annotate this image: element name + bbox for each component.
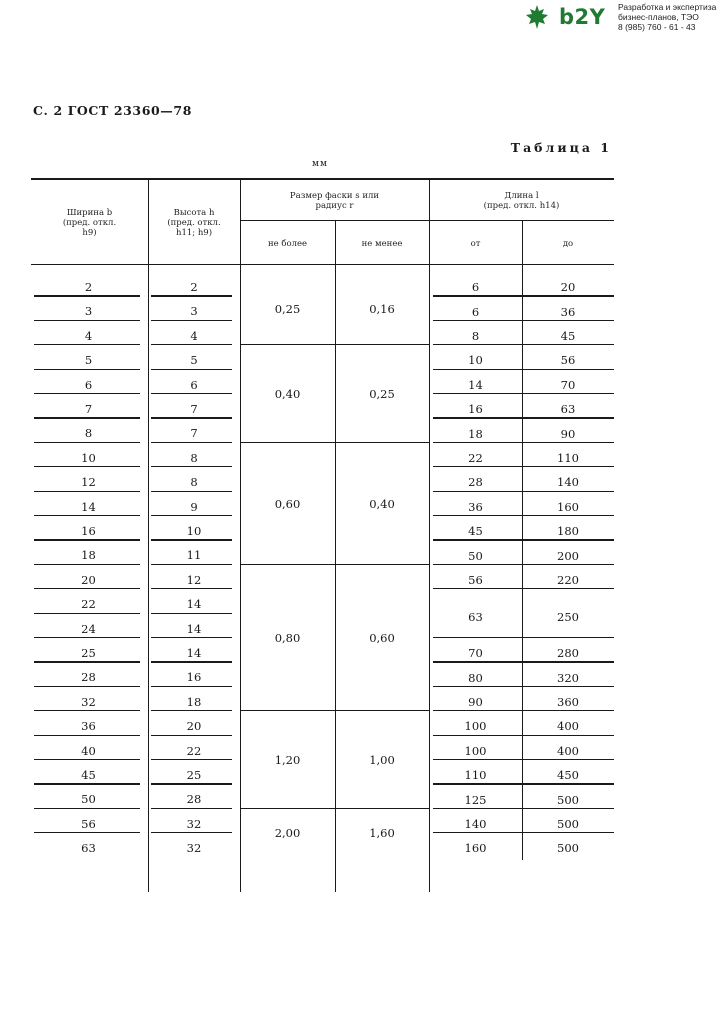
table-rule bbox=[151, 369, 232, 370]
height-cell: 28 bbox=[186, 792, 202, 807]
table-rule bbox=[34, 588, 140, 589]
height-cell: 6 bbox=[190, 377, 198, 392]
width-cell: 36 bbox=[81, 719, 96, 734]
width-cell: 6 bbox=[84, 377, 93, 392]
height-cell: 32 bbox=[186, 841, 202, 856]
table-rule bbox=[151, 588, 232, 589]
chamfer-min-cell: 0,40 bbox=[369, 496, 395, 511]
table-rule bbox=[31, 264, 614, 265]
table-rule bbox=[433, 759, 614, 760]
table-rule bbox=[34, 393, 140, 394]
length-from-cell: 125 bbox=[464, 792, 487, 807]
width-cell: 45 bbox=[81, 768, 96, 782]
length-from-cell: 160 bbox=[464, 841, 487, 856]
table-rule bbox=[34, 832, 140, 833]
header-line: (пред. откл. h14) bbox=[483, 201, 560, 211]
length-to-cell: 36 bbox=[560, 304, 576, 319]
length-to-cell: 450 bbox=[557, 768, 579, 783]
length-from-cell: 100 bbox=[464, 743, 487, 758]
length-to-cell: 500 bbox=[557, 817, 579, 831]
header-line: не менее bbox=[361, 239, 403, 249]
length-to-cell: 63 bbox=[560, 402, 576, 417]
table-rule bbox=[151, 759, 232, 760]
width-cell: 3 bbox=[84, 304, 93, 319]
chamfer-max-cell: 1,20 bbox=[274, 753, 301, 767]
height-cell: 5 bbox=[190, 353, 198, 368]
height-cell: 2 bbox=[190, 280, 198, 294]
chamfer-min-cell: 1,00 bbox=[369, 753, 395, 767]
table-rule bbox=[433, 588, 614, 589]
header-height bbox=[148, 208, 240, 238]
height-cell: 20 bbox=[186, 719, 202, 734]
length-from-cell: 16 bbox=[468, 402, 483, 417]
table-rule bbox=[34, 491, 140, 492]
height-cell: 25 bbox=[186, 768, 202, 782]
length-to-cell: 56 bbox=[560, 353, 576, 368]
height-cell: 14 bbox=[186, 646, 202, 660]
length-from-cell: 80 bbox=[468, 670, 483, 685]
table-rule bbox=[433, 466, 614, 467]
length-from-cell: 14 bbox=[468, 377, 483, 392]
table-rule bbox=[34, 637, 140, 638]
table-rule bbox=[151, 539, 232, 540]
table-rule bbox=[151, 613, 232, 614]
length-from-cell: 10 bbox=[468, 353, 483, 368]
header-line: Размер фаски s или bbox=[289, 191, 380, 201]
length-from-cell: 6 bbox=[471, 280, 480, 295]
width-cell: 16 bbox=[81, 524, 96, 538]
table-rule bbox=[240, 220, 614, 221]
chamfer-max-cell: 0,40 bbox=[274, 387, 301, 401]
width-cell: 24 bbox=[81, 621, 96, 636]
units-label: мм bbox=[312, 159, 329, 169]
header-width bbox=[31, 208, 148, 238]
width-cell: 32 bbox=[81, 694, 96, 709]
length-from-cell: 110 bbox=[464, 768, 487, 783]
length-to-cell: 70 bbox=[560, 377, 576, 392]
table-rule bbox=[34, 320, 140, 321]
height-cell: 10 bbox=[186, 524, 202, 538]
table-rule bbox=[433, 637, 614, 638]
table-rule bbox=[34, 735, 140, 736]
length-from-cell: 100 bbox=[464, 719, 487, 734]
length-to-cell: 400 bbox=[557, 743, 579, 758]
header-line: Ширина b bbox=[66, 208, 113, 218]
table-rule bbox=[151, 442, 232, 443]
length-to-cell: 250 bbox=[557, 609, 579, 624]
length-to-cell: 220 bbox=[557, 573, 579, 587]
table-rule bbox=[34, 564, 140, 565]
table-rule bbox=[34, 369, 140, 370]
header-line: h9) bbox=[82, 228, 97, 238]
width-cell: 8 bbox=[84, 426, 93, 441]
table-rule bbox=[433, 808, 614, 809]
width-cell: 25 bbox=[81, 646, 96, 660]
table-rule bbox=[151, 735, 232, 736]
length-to-cell: 500 bbox=[557, 841, 579, 856]
chamfer-max-cell: 2,00 bbox=[274, 826, 301, 841]
length-to-cell: 20 bbox=[560, 280, 576, 295]
brand-line: бизнес-планов, ТЭО bbox=[618, 12, 699, 22]
height-cell: 22 bbox=[186, 743, 202, 758]
table-rule bbox=[433, 515, 614, 516]
table-rule bbox=[433, 783, 614, 784]
chamfer-min-cell: 1,60 bbox=[369, 826, 395, 841]
width-cell: 2 bbox=[84, 280, 93, 294]
table-rule bbox=[151, 466, 232, 467]
width-cell: 14 bbox=[81, 499, 96, 514]
height-cell: 7 bbox=[190, 402, 198, 416]
height-cell: 11 bbox=[186, 548, 202, 563]
table-rule bbox=[433, 393, 614, 394]
table-rule bbox=[34, 417, 140, 418]
table-rule bbox=[151, 417, 232, 418]
table-rule bbox=[34, 710, 140, 711]
length-from-cell: 63 bbox=[468, 609, 483, 624]
height-cell: 12 bbox=[186, 572, 202, 587]
table-rule bbox=[433, 686, 614, 687]
table-rule bbox=[335, 220, 336, 892]
width-cell: 18 bbox=[81, 548, 96, 563]
width-cell: 56 bbox=[81, 816, 96, 831]
header-line: не более bbox=[267, 239, 308, 249]
table-rule bbox=[34, 515, 140, 516]
chamfer-max-cell: 0,60 bbox=[274, 496, 301, 511]
width-cell: 63 bbox=[81, 841, 96, 856]
table-rule bbox=[433, 491, 614, 492]
height-cell: 9 bbox=[190, 499, 198, 514]
chamfer-min-cell: 0,60 bbox=[369, 631, 395, 645]
table-rule bbox=[34, 808, 140, 809]
table-rule bbox=[151, 661, 232, 662]
width-cell: 10 bbox=[81, 450, 96, 465]
height-cell: 8 bbox=[190, 450, 198, 465]
height-cell: 32 bbox=[186, 816, 202, 831]
header-line: радиус r bbox=[315, 201, 354, 211]
table-rule bbox=[31, 178, 614, 180]
length-from-cell: 56 bbox=[468, 573, 483, 587]
length-to-cell: 280 bbox=[557, 646, 579, 661]
table-rule bbox=[240, 442, 429, 443]
table-rule bbox=[34, 661, 140, 662]
table-rule bbox=[433, 661, 614, 662]
header-length-from bbox=[429, 239, 522, 249]
table-rule bbox=[240, 808, 429, 809]
header-length-to bbox=[522, 239, 614, 249]
width-cell: 20 bbox=[81, 572, 96, 587]
table-rule bbox=[151, 832, 232, 833]
table-rule bbox=[433, 344, 614, 345]
header-chamfer bbox=[240, 191, 429, 211]
table-rule bbox=[433, 539, 614, 540]
table-rule bbox=[151, 295, 232, 296]
length-from-cell: 70 bbox=[468, 646, 483, 661]
document-header: С. 2 ГОСТ 23360—78 bbox=[33, 103, 193, 118]
table-rule bbox=[151, 637, 232, 638]
width-cell: 7 bbox=[84, 402, 93, 416]
width-cell: 28 bbox=[81, 670, 96, 685]
table-rule bbox=[433, 320, 614, 321]
table-rule bbox=[240, 178, 241, 892]
table-rule bbox=[34, 613, 140, 614]
table-rule bbox=[151, 710, 232, 711]
header-line: h11; h9) bbox=[175, 228, 213, 238]
table-rule bbox=[151, 783, 232, 784]
table-rule bbox=[151, 686, 232, 687]
length-from-cell: 8 bbox=[471, 329, 480, 343]
table-rule bbox=[151, 344, 232, 345]
table-rule bbox=[240, 344, 429, 345]
header-chamfer-min bbox=[335, 239, 429, 249]
table-rule bbox=[240, 564, 429, 565]
length-from-cell: 90 bbox=[468, 695, 483, 709]
table-rule bbox=[433, 710, 614, 711]
table-rule bbox=[433, 564, 614, 565]
brand-contact bbox=[618, 2, 716, 32]
height-cell: 18 bbox=[186, 694, 202, 709]
table-rule bbox=[34, 686, 140, 687]
table-rule bbox=[433, 295, 614, 296]
table-rule bbox=[151, 564, 232, 565]
table-rule bbox=[433, 369, 614, 370]
chamfer-min-cell: 0,16 bbox=[369, 301, 395, 316]
header-length bbox=[429, 191, 614, 211]
table-rule bbox=[34, 442, 140, 443]
brand-line: 8 (985) 760 - 61 - 43 bbox=[618, 22, 696, 32]
height-cell: 7 bbox=[190, 426, 198, 441]
table-rule bbox=[34, 466, 140, 467]
length-from-cell: 28 bbox=[468, 475, 483, 490]
width-cell: 4 bbox=[84, 328, 93, 343]
length-from-cell: 140 bbox=[464, 817, 487, 831]
width-cell: 12 bbox=[81, 475, 96, 490]
length-to-cell: 500 bbox=[557, 792, 579, 807]
width-cell: 40 bbox=[81, 743, 96, 758]
width-cell: 50 bbox=[81, 792, 96, 807]
length-from-cell: 36 bbox=[468, 499, 483, 514]
length-to-cell: 140 bbox=[557, 475, 579, 490]
length-from-cell: 22 bbox=[468, 451, 483, 465]
length-to-cell: 90 bbox=[560, 426, 576, 441]
header-line: (пред. откл. bbox=[167, 218, 221, 228]
table-rule bbox=[433, 442, 614, 443]
height-cell: 16 bbox=[186, 670, 202, 685]
table-rule bbox=[433, 417, 614, 418]
header-line: (пред. откл. bbox=[62, 218, 117, 228]
brand-line: Разработка и экспертиза bbox=[618, 2, 717, 12]
length-from-cell: 18 bbox=[468, 426, 483, 441]
height-cell: 14 bbox=[186, 621, 202, 636]
length-from-cell: 45 bbox=[468, 524, 483, 539]
table-rule bbox=[151, 491, 232, 492]
leaf-icon bbox=[525, 4, 549, 30]
table-rule bbox=[34, 539, 140, 540]
chamfer-max-cell: 0,25 bbox=[274, 301, 301, 316]
length-to-cell: 200 bbox=[557, 548, 579, 563]
length-to-cell: 160 bbox=[557, 499, 579, 514]
length-from-cell: 50 bbox=[468, 548, 483, 563]
table-rule bbox=[34, 783, 140, 784]
table-rule bbox=[34, 295, 140, 296]
height-cell: 14 bbox=[186, 597, 202, 612]
table-rule bbox=[34, 759, 140, 760]
header-line: Длина l bbox=[504, 191, 539, 201]
table-rule bbox=[240, 710, 429, 711]
table-rule bbox=[151, 393, 232, 394]
chamfer-max-cell: 0,80 bbox=[274, 631, 301, 645]
brand-block bbox=[525, 2, 726, 34]
length-from-cell: 6 bbox=[471, 304, 480, 319]
table-rule bbox=[433, 832, 614, 833]
table-rule bbox=[34, 344, 140, 345]
height-cell: 8 bbox=[190, 475, 198, 490]
header-line: Высота h bbox=[173, 208, 215, 218]
table-rule bbox=[151, 515, 232, 516]
length-to-cell: 360 bbox=[557, 695, 579, 709]
brand-logo: b2Y bbox=[559, 5, 606, 29]
table-rule bbox=[151, 808, 232, 809]
table-rule bbox=[433, 735, 614, 736]
height-cell: 4 bbox=[190, 328, 198, 343]
table-title: Таблица 1 bbox=[510, 140, 612, 155]
width-cell: 5 bbox=[84, 353, 93, 368]
length-to-cell: 180 bbox=[557, 524, 579, 539]
header-line: от bbox=[470, 239, 481, 249]
length-to-cell: 320 bbox=[557, 670, 579, 685]
length-to-cell: 110 bbox=[557, 451, 579, 465]
header-line: до bbox=[562, 239, 574, 249]
height-cell: 3 bbox=[190, 304, 198, 319]
chamfer-min-cell: 0,25 bbox=[369, 387, 395, 401]
length-to-cell: 400 bbox=[557, 719, 579, 734]
table-rule bbox=[151, 320, 232, 321]
header-chamfer-max bbox=[240, 239, 335, 249]
width-cell: 22 bbox=[81, 597, 96, 612]
length-to-cell: 45 bbox=[560, 329, 576, 343]
